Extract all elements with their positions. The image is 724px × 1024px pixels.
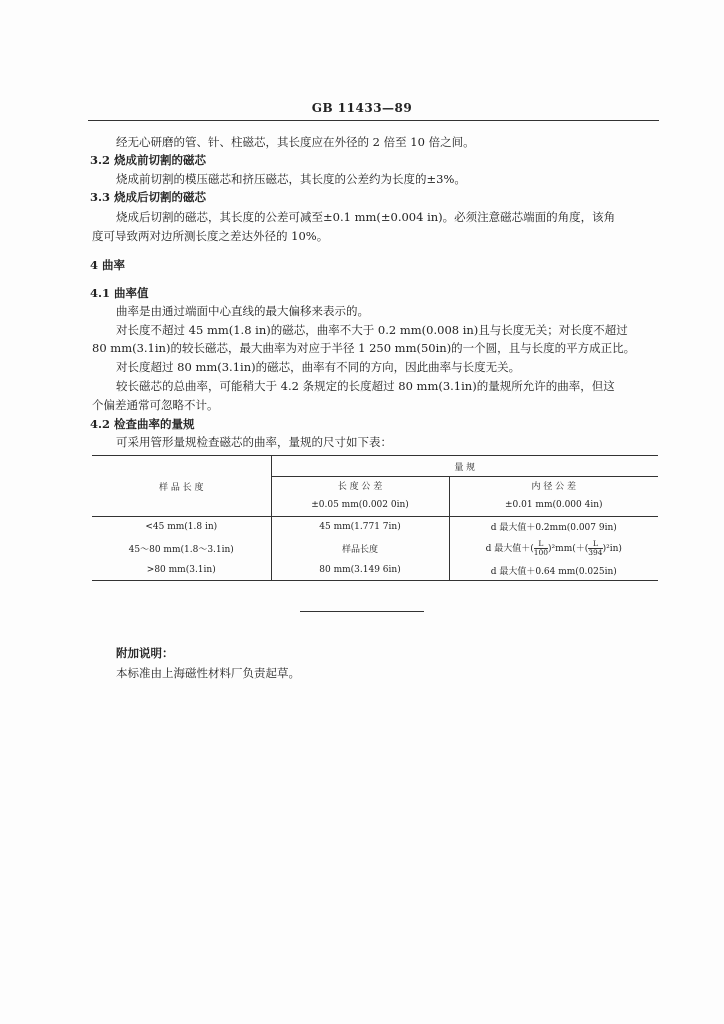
header-length-tolerance: 长 度 公 差 [271, 477, 449, 494]
gauge-table [92, 455, 658, 581]
header-gauge: 量 规 [271, 456, 658, 477]
continued-paragraph: 经无心研磨的管、针、柱磁芯，其长度应在外径的 2 倍至 10 倍之间。 [116, 135, 475, 149]
sample-row-3: >80 mm(3.1in) [146, 565, 216, 575]
section-4-2-title: 4.2 检查曲率的量规 [90, 417, 195, 431]
inner-row-1: d 最大值＋0.2mm(0.007 9in) [449, 517, 658, 537]
length-tolerance-value: ±0.05 mm(0.002 0in) [271, 494, 449, 517]
header-sample-length: 样 品 长 度 [158, 482, 204, 493]
header-rule [88, 120, 659, 121]
section-4-1-para4-line1: 较长磁芯的总曲率，可能稍大于 4.2 条规定的长度超过 80 mm(3.1in)的量规所允许的曲率，但这 [116, 379, 615, 393]
section-4-1-para3: 对长度超过 80 mm(3.1in)的磁芯，曲率有不同的方向，因此曲率与长度无关。 [116, 360, 521, 374]
section-4-1-title: 4.1 曲率值 [90, 286, 149, 300]
inner-row-2: d 最大值＋( $\frac{L}{100}$ )²mm(＋( $\frac{L}{394}$ )²in) [449, 536, 658, 560]
length-row-2: 样品长度 [271, 536, 449, 560]
inner-tolerance-value: ±0.01 mm(0.000 4in) [449, 494, 658, 517]
appendix-title: 附加说明： [116, 646, 174, 660]
section-4-title: 4 曲率 [90, 258, 126, 272]
sample-row-2: 45～80 mm(1.8～3.1in) [128, 544, 234, 555]
section-3-2-title: 3.2 烧成前切割的磁芯 [90, 153, 207, 167]
section-4-1-para2-line2: 80 mm(3.1in)的较长磁芯，最大曲率为对应于半径 1 250 mm(50in)的一个圆，且与长度的平方成正比。 [92, 341, 636, 355]
section-3-3-text-line1: 烧成后切割的磁芯，其长度的公差可减至±0.1 mm(±0.004 in)。必须注意磁芯端面的角度，该角 [116, 210, 616, 224]
end-separator [300, 611, 424, 612]
section-4-2-text: 可采用管形量规检查磁芯的曲率，量规的尺寸如下表： [116, 435, 392, 449]
section-3-2-text: 烧成前切割的模压磁芯和挤压磁芯，其长度的公差约为长度的±3%。 [116, 172, 466, 186]
header-inner-diameter-tolerance: 内 径 公 差 [449, 477, 658, 494]
section-3-3-title: 3.3 烧成后切割的磁芯 [90, 190, 207, 204]
length-row-3: 80 mm(3.149 6in) [271, 560, 449, 581]
section-4-1-para2-line1: 对长度不超过 45 mm(1.8 in)的磁芯，曲率不大于 0.2 mm(0.008 in)且与长度无关；对长度不超过 [116, 323, 628, 337]
standard-code: GB 11433—89 [311, 101, 413, 115]
inner-row-3: d 最大值＋0.64 mm(0.025in) [449, 560, 658, 581]
sample-row-1: <45 mm(1.8 in) [145, 521, 218, 532]
section-3-3-text-line2: 度可导致两对边所测长度之差达外径的 10%。 [92, 229, 329, 243]
section-4-1-para4-line2: 个偏差通常可忽略不计。 [92, 398, 219, 412]
section-4-1-para1: 曲率是由通过端面中心直线的最大偏移来表示的。 [116, 304, 369, 318]
length-row-1: 45 mm(1.771 7in) [271, 517, 449, 537]
appendix-text: 本标准由上海磁性材料厂负责起草。 [116, 666, 300, 680]
